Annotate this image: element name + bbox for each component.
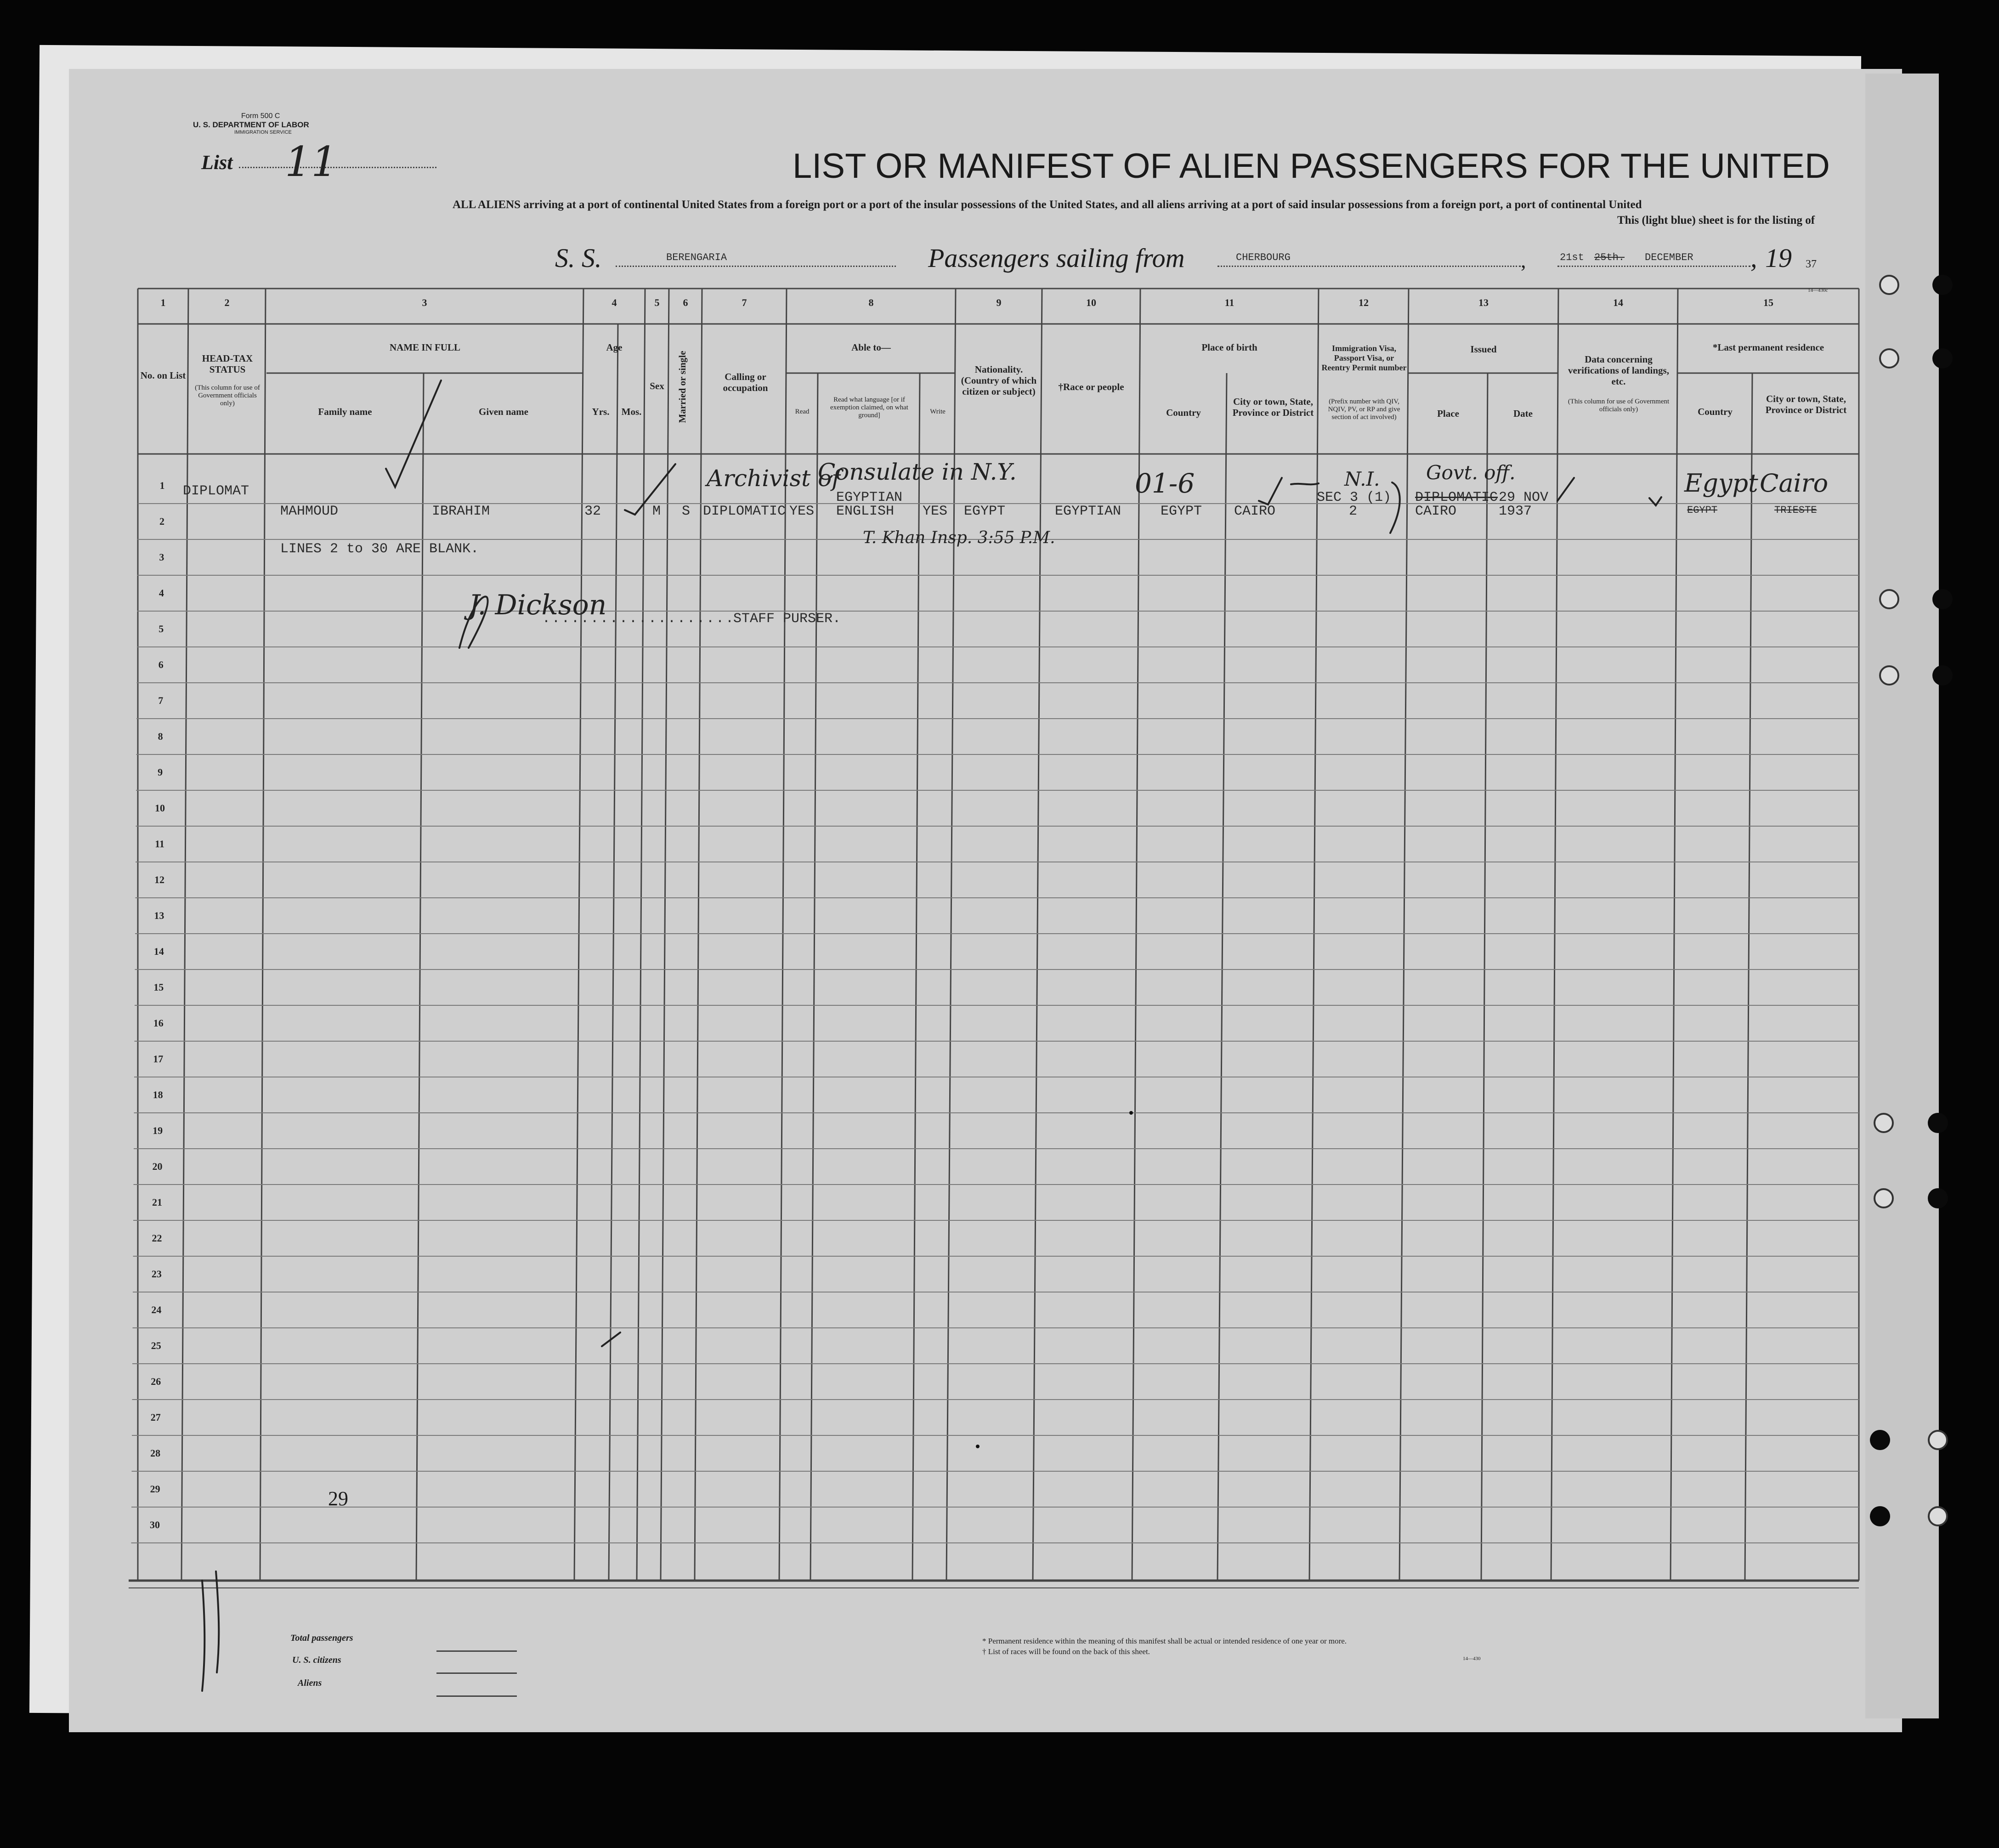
entry-birth-country: EGYPT [1161,504,1202,519]
purser-title: STAFF PURSER. [733,611,841,627]
header-race: †Race or people [1058,381,1124,392]
entry-res-city-hand: Cairo [1760,469,1829,498]
header-birth-country: Country [1166,407,1201,418]
entry-res-country-struck: EGYPT [1687,505,1718,516]
column-number: 12 [1359,297,1369,308]
entry-language-2: ENGLISH [836,504,895,519]
year-suffix: 37 [1806,258,1817,270]
ship-name: BERENGARIA [666,252,727,263]
header-issued: Issued [1470,344,1497,355]
header-read: Read [795,408,810,415]
footer-note-races: † List of races will be found on the back of this sheet. [982,1647,1150,1656]
header-able-to: Able to— [851,342,891,353]
corner-code: 14—430c [1808,288,1828,293]
column-number: 1 [160,297,166,308]
year-prefix: 19 [1765,243,1792,273]
row-number: 1 [159,480,165,491]
row-number: 16 [153,1017,164,1029]
entry-occupation-hand: Archivist of [707,465,840,492]
form-number: Form 500 C [241,112,280,120]
column-number: 3 [422,297,427,308]
column-number: 14 [1613,297,1623,308]
row-number: 20 [152,1161,163,1172]
column-number: 7 [742,297,747,308]
entry-consulate-note: Consulate in N.Y. [818,459,1017,485]
date-month: DECEMBER [1645,252,1693,263]
header-name-in-full: NAME IN FULL [389,342,460,353]
header-residence: *Last permanent residence [1712,342,1824,353]
entry-occupation: DIPLOMATIC [703,504,786,519]
blank-lines-note: LINES 2 to 30 ARE BLANK. [280,541,479,557]
row-number: 26 [151,1376,161,1387]
citizens-underline [436,1672,517,1674]
row-number: 30 [150,1519,160,1531]
entry-issued-date-1: 29 NOV [1499,490,1549,505]
row-number: 21 [152,1196,162,1208]
header-head-tax-note: (This column for use of Government officials only) [195,384,260,407]
header-write: Write [930,408,946,415]
header-issued-place: Place [1437,408,1459,419]
entry-res-city-struck: TRIESTE [1774,505,1817,516]
header-landing: Data concerning verifications of landings, etc. [1568,354,1669,387]
header-age: Age [606,342,623,353]
footer-total: Total passengers [290,1633,353,1643]
row-number: 5 [159,623,164,635]
entry-write: YES [923,504,948,519]
date-struck: 25th. [1594,252,1625,263]
row-number: 10 [155,802,165,814]
port-name: CHERBOURG [1236,252,1291,263]
entry-race: EGYPTIAN [1055,504,1121,519]
column-number: 11 [1224,297,1235,308]
row-number: 2 [159,516,164,527]
column-number: 4 [612,297,617,308]
entry-nationality: EGYPT [964,504,1006,519]
footer-note-residence: * Permanent residence within the meaning of this manifest shall be actual or intended residence of one year or more. [982,1637,1347,1645]
row-number: 13 [154,910,164,921]
row-number: 15 [153,981,164,993]
column-number: 10 [1086,297,1096,308]
row-number: 4 [159,587,164,599]
header-mos: Mos. [621,406,642,417]
date-day: 21st [1560,252,1584,263]
header-read-language: Read what language [or if exemption claimed, on what ground] [830,396,908,419]
entry-read: YES [789,504,815,519]
header-res-city: City or town, State, Province or District [1765,393,1847,415]
column-number: 15 [1763,297,1773,308]
header-given-name: Given name [479,406,528,417]
date-comma: , [1521,249,1526,272]
header-place-of-birth: Place of birth [1201,342,1257,353]
ss-label: S. S. [555,243,602,273]
entry-visa-1: SEC 3 (1) [1317,490,1392,505]
header-married: Married or single [677,351,688,423]
purser-dots: .................... [542,611,736,627]
row-number: 14 [153,946,164,957]
row-number: 27 [150,1412,161,1423]
entry-visa-2: 2 [1349,504,1358,519]
row-number: 29 [150,1483,160,1495]
header-birth-city: City or town, State, Province or District [1232,396,1314,418]
entry-issued-hand: Govt. off. [1426,461,1516,484]
subtitle-light-blue: This (light blue) sheet is for the listing of [1617,214,1815,227]
list-label: List [201,151,233,174]
row-number: 25 [151,1340,161,1351]
footer-citizens: U. S. citizens [292,1655,341,1665]
row-number: 7 [158,695,164,706]
purser-signature: J. Dickson [469,589,607,621]
header-res-country: Country [1698,406,1733,417]
entry-issued-struck: DIPLOMATIC [1415,490,1498,505]
entry-sex: M [652,504,661,519]
header-family-name: Family name [318,406,372,417]
row-number: 12 [154,874,164,885]
manifest-title: LIST OR MANIFEST OF ALIEN PASSENGERS FOR THE UNITED [793,147,1830,186]
header-head-tax: HEAD-TAX STATUS [202,353,253,375]
footer-code: 14—430 [1463,1656,1481,1661]
entry-issued-place: CAIRO [1415,504,1457,519]
entry-res-country-hand: Egypt [1684,469,1758,498]
total-underline [436,1650,517,1652]
year-comma: , [1750,243,1757,273]
footer-aliens: Aliens [298,1678,322,1688]
header-landing-note: (This column for use of Government officials only) [1568,398,1670,413]
entry-birth-hand: 01-6 [1135,468,1195,499]
entry-head-tax: DIPLOMAT [183,483,249,499]
entry-given-name: IBRAHIM [432,504,490,519]
column-number: 8 [868,297,874,308]
header-nationality: Nationality. (Country of which citizen or subject) [961,364,1037,397]
entry-age: 32 [584,504,601,519]
entry-language-1: EGYPTIAN [836,490,903,505]
entry-issued-date-2: 1937 [1499,504,1532,519]
row-number: 9 [158,766,163,778]
entry-birth-city: CAIRO [1234,504,1276,519]
column-number: 13 [1478,297,1489,308]
entry-visa-hand: N.I. [1344,468,1380,490]
department: U. S. DEPARTMENT OF LABOR [193,120,309,129]
inspector-note: T. Khan Insp. 3:55 P.M. [863,528,1055,547]
row-number: 28 [150,1447,161,1459]
entry-status: S [682,504,691,519]
column-number: 9 [996,297,1002,308]
header-visa: Immigration Visa, Passport Visa, or Reentry Permit number [1321,344,1407,372]
row-number: 19 [153,1125,163,1136]
sailing-label: Passengers sailing from [928,243,1185,273]
entry-family-name: MAHMOUD [280,504,339,519]
row-number: 3 [159,551,164,563]
header-issued-date: Date [1513,408,1533,419]
header-yrs: Yrs. [592,406,610,417]
row-number: 24 [151,1304,162,1315]
row-number: 17 [153,1053,164,1065]
row-number: 22 [152,1232,162,1244]
service: IMMIGRATION SERVICE [234,130,292,135]
header-visa-note: (Prefix number with QIV, NQIV, PV, or RP and give section of act involved) [1328,398,1400,421]
column-number: 5 [654,297,660,308]
row-number: 6 [158,659,164,670]
column-number: 6 [683,297,688,308]
subtitle: ALL ALIENS arriving at a port of continental United States from a foreign port or a port of the insular possessions of the United States, and all aliens arriving at a port of said insular possessions from a foreign port, a port of continental United [453,198,1642,211]
header-sex: Sex [650,380,664,391]
row-number: 8 [158,731,163,742]
list-number: 11 [285,138,338,186]
aliens-underline [436,1695,517,1697]
row-number: 23 [151,1268,162,1280]
row-count-note: 29 [328,1487,348,1510]
row-number: 11 [155,838,164,850]
header-calling: Calling or occupation [723,371,768,393]
header-no-on-list: No. on List [140,370,186,381]
row-number: 18 [153,1089,163,1100]
column-number: 2 [224,297,230,308]
